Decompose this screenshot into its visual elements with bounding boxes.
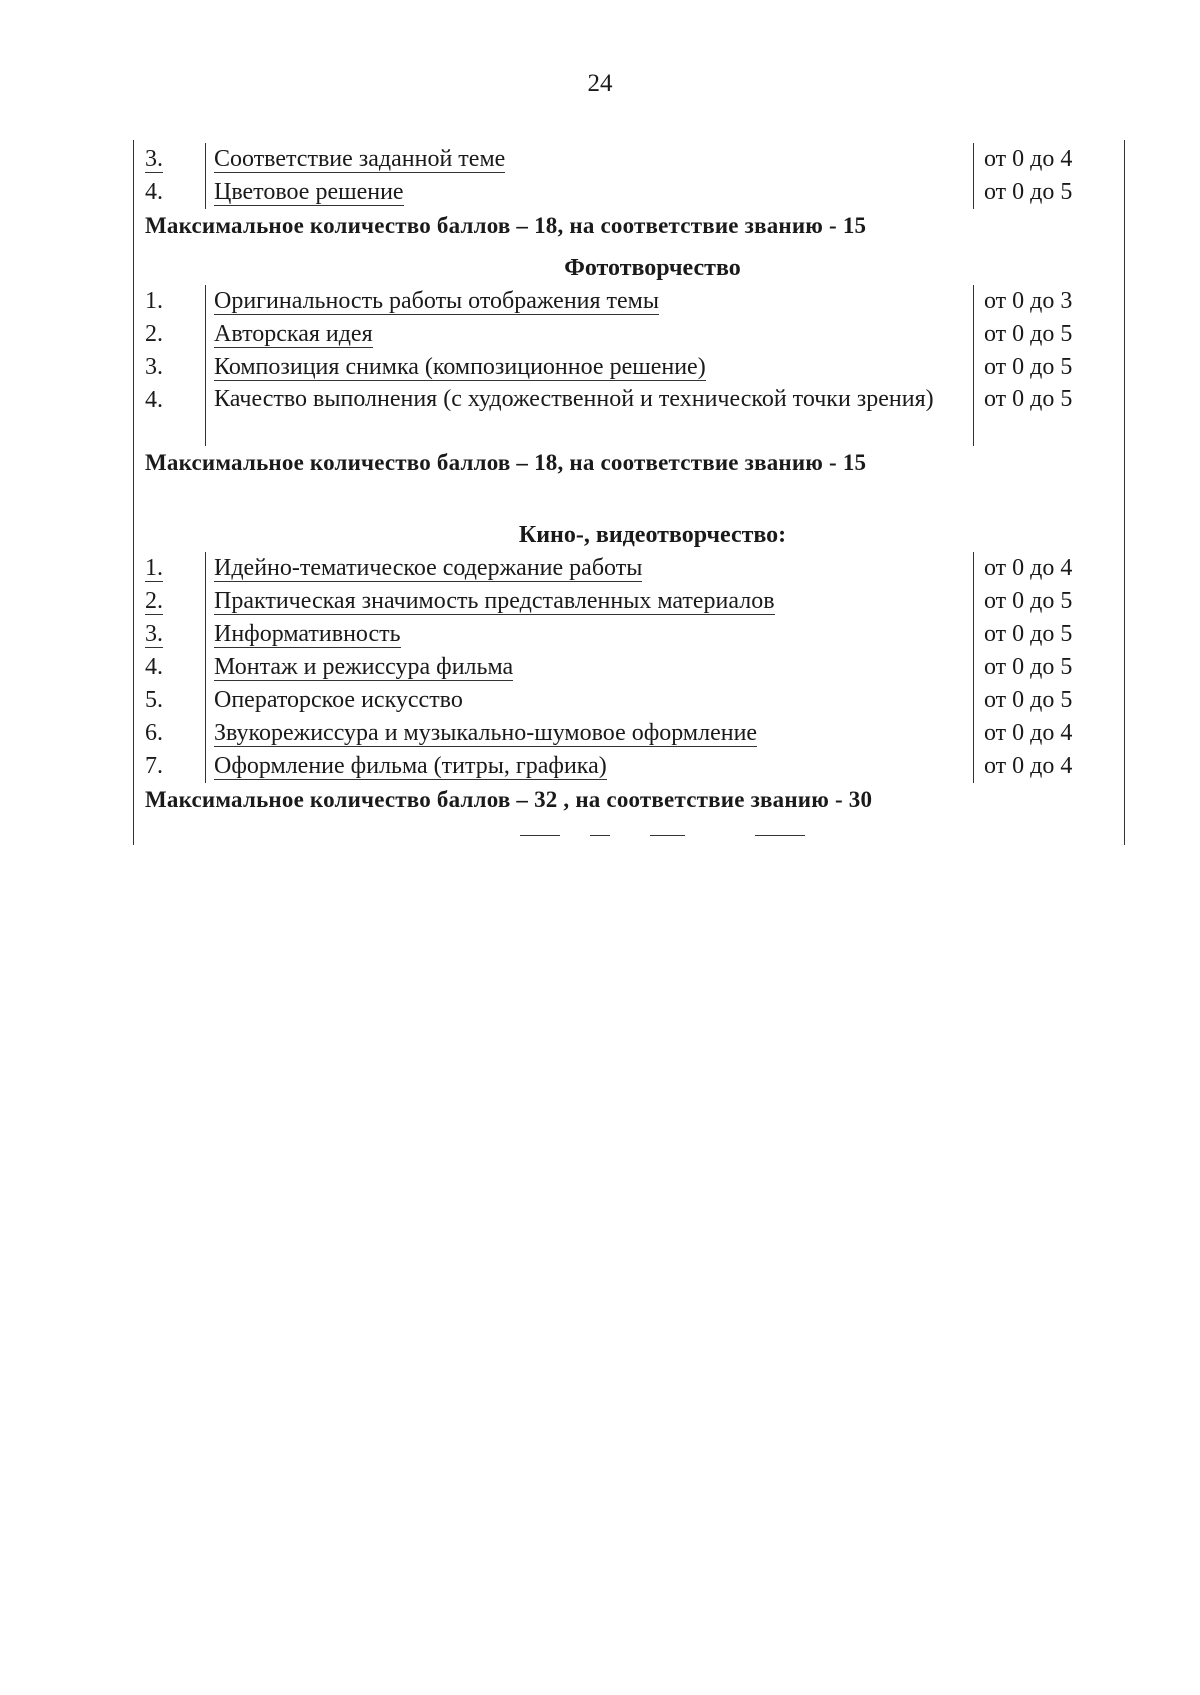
- row-score: от 0 до 4: [973, 552, 1111, 585]
- table-row: [145, 585, 1100, 618]
- total-points: Максимальное количество баллов – 32 , на соответствие званию - 30: [145, 787, 873, 812]
- row-score: от 0 до 4: [973, 143, 1111, 176]
- table-row: [145, 717, 1100, 750]
- total-points: Максимальное количество баллов – 18, на соответствие званию - 15: [145, 450, 867, 475]
- row-criterion: Операторское искусство: [205, 684, 974, 717]
- row-score: от 0 до 5: [973, 585, 1111, 618]
- table-row: [145, 285, 1100, 318]
- table-row: [145, 384, 1100, 446]
- row-criterion: Качество выполнения (с художественной и технической точки зрения): [205, 384, 966, 446]
- row-criterion: Оригинальность работы отображения темы: [205, 285, 974, 318]
- row-number: 4.: [145, 654, 163, 680]
- table-row: [145, 651, 1100, 684]
- section-title: Кино-, видеотворчество:: [518, 522, 787, 548]
- table-row: [145, 143, 1100, 176]
- row-criterion: Соответствие заданной теме: [205, 143, 974, 176]
- scan-artifact: [520, 835, 560, 836]
- row-number: 4.: [145, 387, 163, 413]
- row-criterion: Монтаж и режиссура фильма: [205, 651, 974, 684]
- row-number: 6.: [145, 720, 163, 746]
- row-criterion: Оформление фильма (титры, графика): [205, 750, 974, 783]
- table-row: [145, 351, 1100, 384]
- row-criterion: Практическая значимость представленных материалов: [205, 585, 974, 618]
- table-row: [145, 684, 1100, 717]
- row-number: 3.: [145, 146, 163, 172]
- section-title: Фототворчество: [564, 255, 741, 281]
- row-score: от 0 до 4: [973, 750, 1111, 783]
- row-number: 2.: [145, 321, 163, 347]
- row-criterion: Авторская идея: [205, 318, 974, 351]
- table-row: [145, 318, 1100, 351]
- row-criterion: Композиция снимка (композиционное решение): [205, 351, 974, 384]
- row-number: 3.: [145, 621, 163, 647]
- row-number: 2.: [145, 588, 163, 614]
- row-criterion: Цветовое решение: [205, 176, 974, 209]
- row-criterion: Звукорежиссура и музыкально-шумовое оформление: [205, 717, 974, 750]
- row-score: от 0 до 3: [973, 285, 1111, 318]
- scan-artifact: [590, 835, 610, 836]
- row-score: от 0 до 5: [973, 651, 1111, 684]
- continuation-block: [145, 143, 1100, 243]
- table-row: [145, 750, 1100, 783]
- page-number: 24: [587, 70, 613, 97]
- row-number: 1.: [145, 288, 163, 314]
- row-score: от 0 до 5: [973, 618, 1111, 651]
- total-points: Максимальное количество баллов – 18, на соответствие званию - 15: [145, 213, 867, 238]
- row-score: от 0 до 5: [973, 351, 1111, 384]
- row-number: 1.: [145, 555, 163, 581]
- row-number: 5.: [145, 687, 163, 713]
- video-section: [145, 518, 1100, 817]
- row-number: 7.: [145, 753, 163, 779]
- row-number: 3.: [145, 354, 163, 380]
- row-score: от 0 до 4: [973, 717, 1111, 750]
- table-row: [145, 552, 1100, 585]
- row-score: от 0 до 5: [973, 384, 1111, 446]
- row-criterion: Информативность: [205, 618, 974, 651]
- table-row: [145, 176, 1100, 209]
- row-score: от 0 до 5: [973, 176, 1111, 209]
- scan-artifact: [650, 835, 685, 836]
- row-score: от 0 до 5: [973, 318, 1111, 351]
- row-number: 4.: [145, 179, 163, 205]
- table-row: [145, 618, 1100, 651]
- row-score: от 0 до 5: [973, 684, 1111, 717]
- row-criterion: Идейно-тематическое содержание работы: [205, 552, 974, 585]
- photo-section: [145, 251, 1100, 480]
- scan-artifact: [755, 835, 805, 836]
